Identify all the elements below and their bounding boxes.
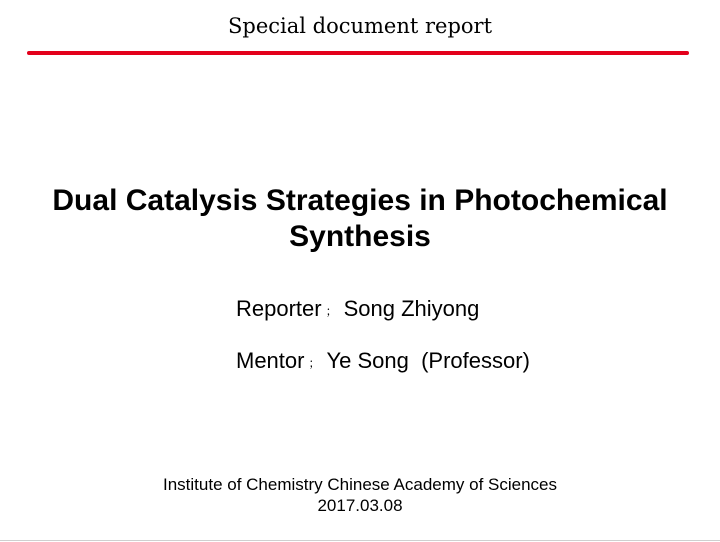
reporter-label: Reporter [236,296,322,321]
report-date: 2017.03.08 [317,496,403,515]
mentor-name: Ye Song (Professor) [326,348,530,373]
reporter-line [236,296,479,322]
reporter-separator: ； [325,303,338,318]
slide-title [20,183,700,255]
institute-name: Institute of Chemistry Chinese Academy of Sciences [162,475,557,494]
header-title: Special document report [227,14,493,38]
title-line-1: Dual Catalysis Strategies in Photochemical [52,184,668,217]
slide-bottom-border [0,540,720,541]
header-divider [27,51,689,55]
title-line-2: Synthesis [289,220,431,253]
mentor-line [236,348,530,374]
mentor-separator: ； [308,355,321,370]
mentor-label: Mentor [236,348,305,373]
reporter-name: Song Zhiyong [343,296,480,321]
